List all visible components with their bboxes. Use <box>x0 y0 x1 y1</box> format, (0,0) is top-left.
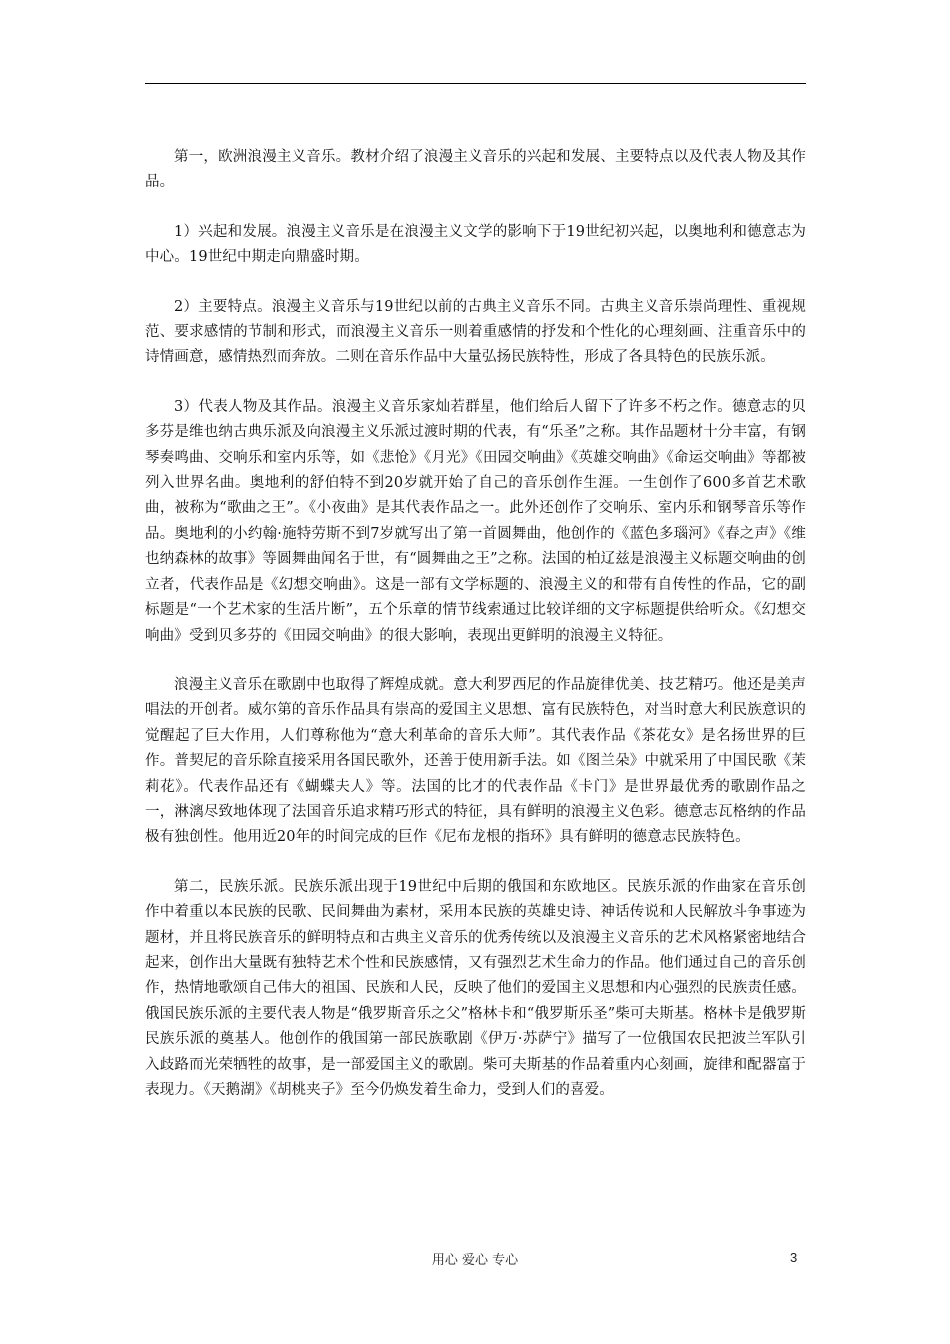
paragraph-opera: 浪漫主义音乐在歌剧中也取得了辉煌成就。意大利罗西尼的作品旋律优美、技艺精巧。他还是美声唱法的开创者。威尔第的音乐作品具有崇高的爱国主义思想、富有民族特色，对当时意大利民族意识的觉醒起了巨大作用，人们尊称他为“意大利革命的音乐大师”。其代表作品《茶花女》是名扬世界的巨作。普契尼的音乐除直接采用各国民歌外，还善于使用新手法。如《图兰朵》中就采用了中国民歌《茉莉花》。代表作品还有《蝴蝶夫人》等。法国的比才的代表作品《卡门》是世界最优秀的歌剧作品之一，淋漓尽致地体现了法国音乐追求精巧形式的特征，具有鲜明的浪漫主义色彩。德意志瓦格纳的作品极有独创性。他用近20年的时间完成的巨作《尼布龙根的指环》具有鲜明的德意志民族特色。 <box>145 676 806 846</box>
paragraph-representatives: 3）代表人物及其作品。浪漫主义音乐家灿若群星，他们给后人留下了许多不朽之作。德意志的贝多芬是维也纳古典乐派及向浪漫主义乐派过渡时期的代表，有“乐圣”之称。其作品题材十分丰富，有钢琴奏鸣曲、交响乐和室内乐等，如《悲怆》《月光》《田园交响曲》《英雄交响曲》《命运交响曲》等都被列入世界名曲。奥地利的舒伯特不到20岁就开始了自己的音乐创作生涯。一生创作了600多首艺术歌曲，被称为“歌曲之王”。《小夜曲》是其代表作品之一。此外还创作了交响乐、室内乐和钢琴音乐等作品。奥地利的小约翰·施特劳斯不到7岁就写出了第一首圆舞曲，他创作的《蓝色多瑙河》《春之声》《维也纳森林的故事》等圆舞曲闻名于世，有“圆舞曲之王”之称。法国的柏辽兹是浪漫主义标题交响曲的创立者，代表作品是《幻想交响曲》。这是一部有文学标题的、浪漫主义的和带有自传性的作品，它的副标题是“一个艺术家的生活片断”，五个乐章的情节线索通过比较详细的文字标题提供给听众。《幻想交响曲》受到贝多芬的《田园交响曲》的很大影响，表现出更鲜明的浪漫主义特征。 <box>145 398 806 644</box>
page-number: 3 <box>790 1250 798 1265</box>
document-body <box>145 145 806 1127</box>
paragraph-main-features: 2）主要特点。浪漫主义音乐与19世纪以前的古典主义音乐不同。古典主义音乐崇尚理性、重视规范、要求感情的节制和形式，而浪漫主义音乐一则着重感情的抒发和个性化的心理刻画、注重音乐中的诗情画意，感情热烈而奔放。二则在音乐作品中大量弘扬民族特性，形成了各具特色的民族乐派。 <box>145 298 806 366</box>
paragraph-romantic-intro: 第一，欧洲浪漫主义音乐。教材介绍了浪漫主义音乐的兴起和发展、主要特点以及代表人物及其作品。 <box>145 149 806 191</box>
footer-motto: 用心 爱心 专心 <box>431 1253 519 1268</box>
paragraph-rise-and-development: 1）兴起和发展。浪漫主义音乐是在浪漫主义文学的影响下于19世纪初兴起，以奥地利和德意志为中心。19世纪中期走向鼎盛时期。 <box>145 223 806 266</box>
paragraph-national-school: 第二，民族乐派。民族乐派出现于19世纪中后期的俄国和东欧地区。民族乐派的作曲家在音乐创作中着重以本民族的民歌、民间舞曲为素材，采用本民族的英雄史诗、神话传说和人民解放斗争事迹为题材，并且将民族音乐的鲜明特点和古典主义音乐的优秀传统以及浪漫主义音乐的艺术风格紧密地结合起来，创作出大量既有独特艺术个性和民族感情，又有强烈艺术生命力的作品。他们通过自己的音乐创作，热情地歌颂自己伟大的祖国、民族和人民，反映了他们的爱国主义思想和内心强烈的民族责任感。俄国民族乐派的主要代表人物是“俄罗斯音乐之父”格林卡和“俄罗斯乐圣”柴可夫斯基。格林卡是俄罗斯民族乐派的奠基人。他创作的俄国第一部民族歌剧《伊万·苏萨宁》描写了一位俄国农民把波兰军队引入歧路而光荣牺牲的故事，是一部爱国主义的歌剧。柴可夫斯基的作品着重内心刻画，旋律和配器富于表现力。《天鹅湖》《胡桃夹子》至今仍焕发着生命力，受到人们的喜爱。 <box>145 878 806 1098</box>
header-rule <box>145 83 806 84</box>
